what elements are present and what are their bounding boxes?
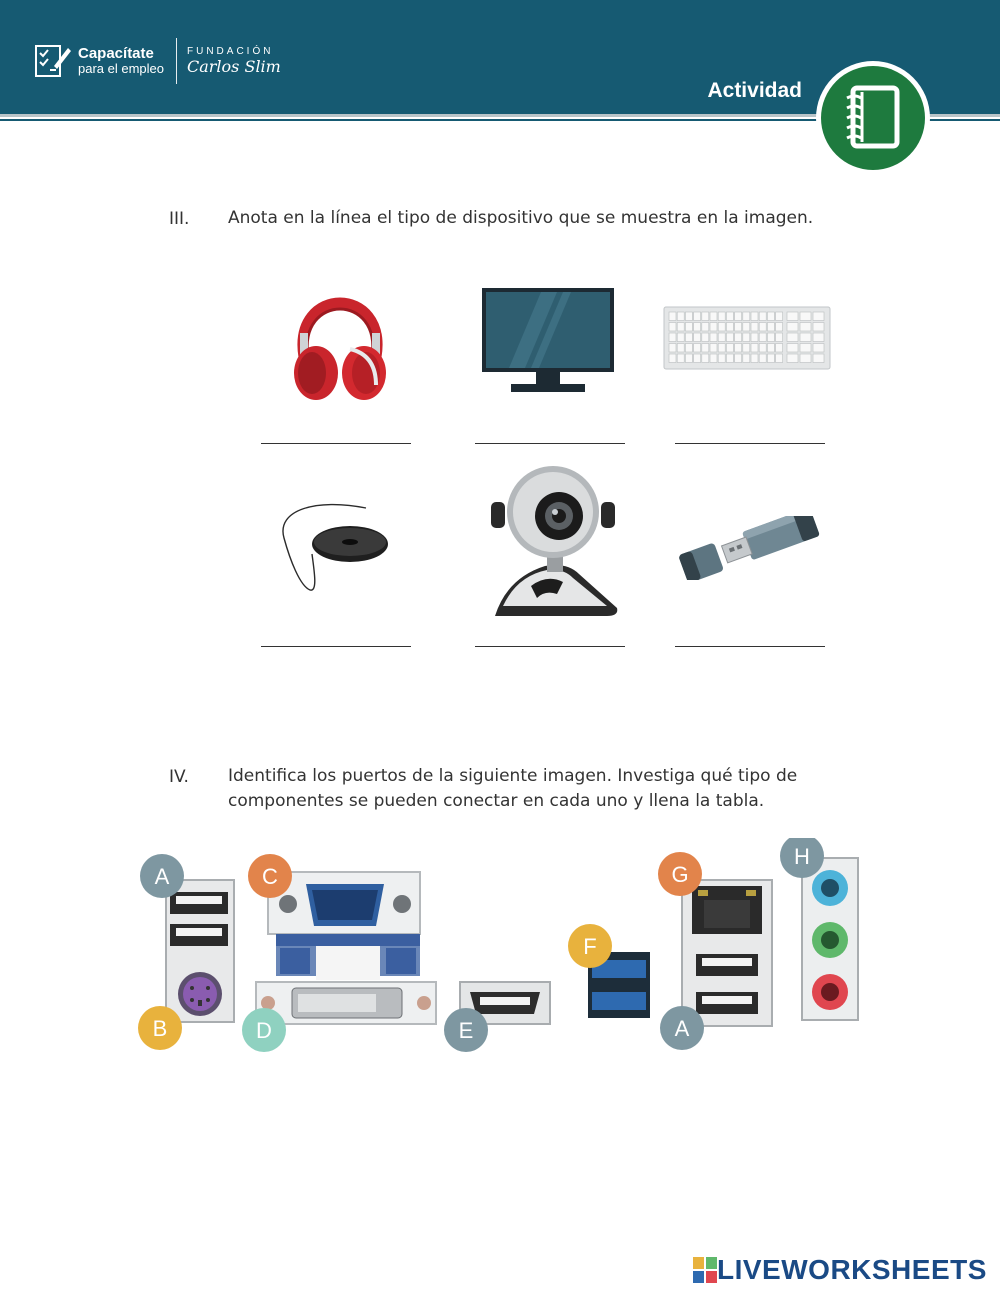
foundation-label: FUNDACIÓN — [187, 46, 274, 57]
port-label-a-left — [140, 854, 184, 898]
usb-drive-image — [676, 516, 826, 580]
svg-text:C: C — [262, 864, 278, 889]
svg-text:B: B — [152, 1016, 168, 1041]
activity-label: Actividad — [707, 79, 802, 102]
svg-text:D: D — [256, 1018, 272, 1043]
checklist-icon — [34, 44, 72, 78]
port-label-e — [444, 1008, 488, 1052]
liveworksheets-icon — [693, 1257, 717, 1283]
port-label-d — [242, 1008, 286, 1052]
section-3-number: III. — [169, 209, 190, 229]
answer-line-monitor[interactable] — [475, 443, 625, 444]
svg-text:H: H — [794, 844, 810, 869]
headphones-image — [290, 265, 390, 403]
liveworksheets-wordmark: LIVEWORKSHEETS — [717, 1254, 987, 1285]
svg-text:F: F — [583, 934, 597, 959]
port-label-g — [658, 852, 702, 896]
answer-line-mouse[interactable] — [261, 646, 411, 647]
liveworksheets-logo — [693, 1254, 987, 1286]
section-3-instruction: Anota en la línea el tipo de dispositivo que se muestra en la imagen. — [228, 208, 814, 228]
answer-line-webcam[interactable] — [475, 646, 625, 647]
webcam-image — [487, 466, 621, 626]
logo-separator — [176, 38, 177, 84]
answer-line-headphones[interactable] — [261, 443, 411, 444]
notebook-icon — [815, 60, 931, 176]
mouse-image — [276, 500, 392, 594]
brand-name: Capacítate — [78, 45, 154, 62]
svg-text:E: E — [458, 1018, 474, 1043]
answer-line-usb[interactable] — [675, 646, 825, 647]
brand-subtitle: para el empleo — [78, 61, 164, 76]
answer-line-keyboard[interactable] — [675, 443, 825, 444]
svg-text:A: A — [674, 1016, 690, 1041]
foundation-name: Carlos Slim — [187, 57, 281, 76]
ports-diagram — [130, 838, 870, 1058]
port-label-c — [248, 854, 292, 898]
port-label-f — [568, 924, 612, 968]
svg-text:G: G — [671, 862, 689, 887]
svg-text:A: A — [154, 864, 170, 889]
brand-logo — [34, 38, 281, 84]
section-4-number: IV. — [169, 767, 189, 787]
port-label-b — [138, 1006, 182, 1050]
section-4-instruction-2: componentes se pueden conectar en cada uno y llena la tabla. — [228, 791, 765, 811]
section-4-instruction-1: Identifica los puertos de la siguiente imagen. Investiga qué tipo de — [228, 766, 798, 786]
monitor-image — [481, 287, 615, 395]
port-label-a-right — [660, 1006, 704, 1050]
keyboard-image — [663, 306, 831, 370]
